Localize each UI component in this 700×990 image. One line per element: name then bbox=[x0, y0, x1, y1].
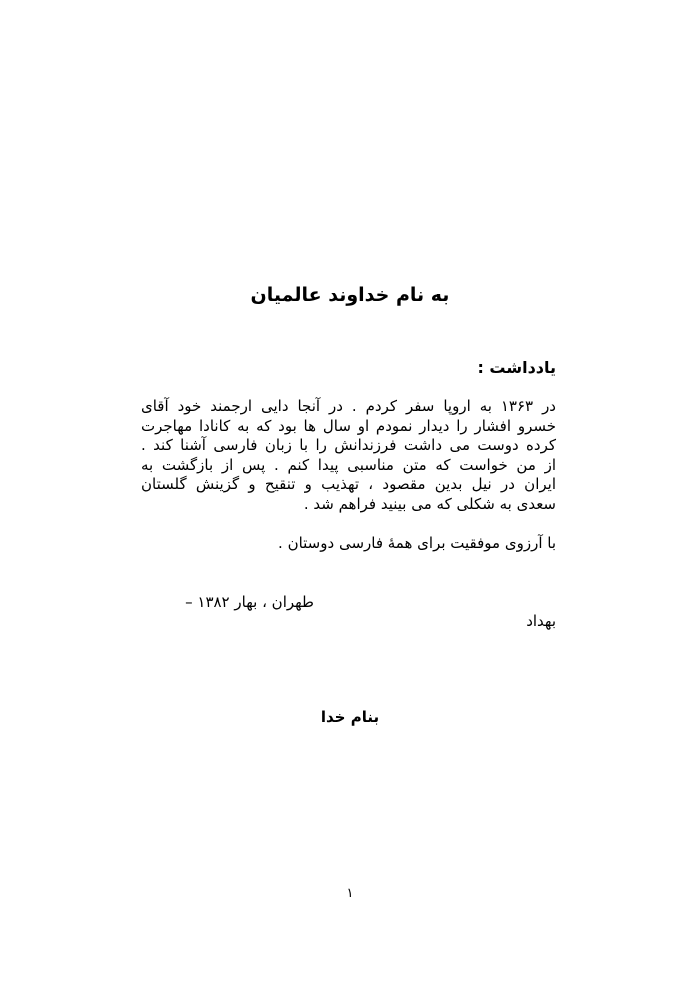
paragraph-line: سعدی به شکلی که می بینید فراهم شد . bbox=[303, 494, 556, 513]
note-heading: یادداشت : bbox=[477, 358, 556, 377]
note-paragraph bbox=[141, 397, 556, 514]
paragraph-line: خسرو افشار را دیدار نمودم او سال ها بود که به کانادا مهاجرت bbox=[141, 416, 556, 435]
paragraph-line: ایران در نیل بدین مقصود ، تهذیب و تنقیح و گزینش گلستان bbox=[141, 475, 556, 493]
page-title: به نام خداوند عالمیان bbox=[250, 284, 450, 306]
closing-heading: بنام خدا bbox=[320, 708, 380, 726]
place-date: طهران ، بهار ۱۳۸۲ – bbox=[185, 593, 314, 611]
signature: بهداد bbox=[526, 612, 556, 630]
wish-line: با آرزوی موفقیت برای همهٔ فارسی دوستان . bbox=[278, 534, 556, 552]
paragraph-line: در ۱۳۶۳ به اروپا سفر کردم . در آنجا دایی ارجمند خود آقای bbox=[141, 397, 556, 415]
page-number: ۱ bbox=[346, 886, 354, 901]
paragraph-line: کرده دوست می داشت فرزندانش را با زبان فارسی آشنا کند . bbox=[141, 436, 556, 454]
paragraph-line: از من خواست که متن مناسبی پیدا کنم . پس از بازگشت به bbox=[141, 455, 556, 474]
